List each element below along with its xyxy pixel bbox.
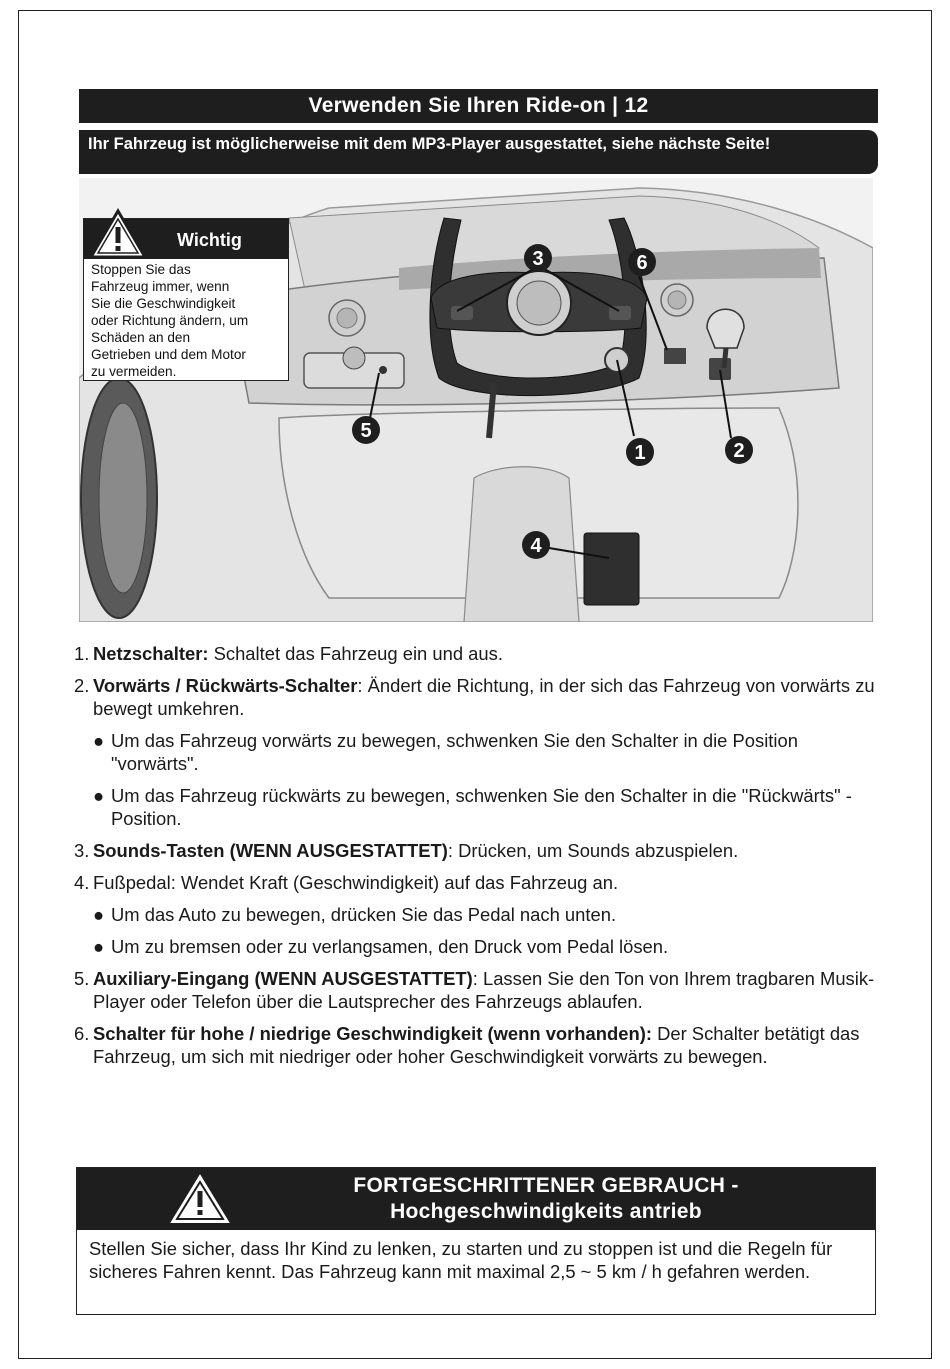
mp3-note-text: Ihr Fahrzeug ist möglicherweise mit dem MP3-Player ausgestattet, siehe nächste Seite! — [88, 135, 771, 153]
list-item — [74, 839, 884, 862]
warning-triangle-icon — [87, 207, 149, 266]
list-item — [74, 1022, 884, 1068]
important-notice — [83, 218, 289, 381]
important-line: Stoppen Sie das — [91, 262, 191, 277]
page-title — [79, 89, 878, 123]
item-text: Um das Auto zu bewegen, drücken Sie das Pedal nach unten. — [111, 904, 617, 925]
list-item — [74, 871, 884, 894]
warning-triangle-icon — [169, 1173, 231, 1230]
item-text: : Ändert die Richtung, in der sich das Fahrzeug von vorwärts zu bewegt umkehren. — [93, 675, 875, 719]
item-number: 2. — [74, 675, 90, 696]
warning-text: Stellen Sie sicher, dass Ihr Kind zu lenken, zu starten und zu stoppen ist und die Regeln für sicheres Fahren kennt. Das Fahrzeug kann mit maximal 2,5 ~ 5 km / h gefahren werden. — [89, 1238, 833, 1282]
warning-title — [237, 1173, 855, 1225]
important-line: Getrieben und dem Motor — [91, 347, 246, 362]
bullet-icon: ● — [93, 936, 105, 957]
item-text: Um zu bremsen oder zu verlangsamen, den Druck vom Pedal lösen. — [111, 936, 669, 957]
list-item — [74, 642, 884, 665]
callout-3: 3 — [532, 248, 544, 270]
item-number: 4. — [74, 872, 90, 893]
list-item — [74, 674, 884, 720]
list-subitem — [74, 784, 884, 830]
advanced-use-warning — [76, 1167, 876, 1315]
mp3-note-banner — [79, 130, 878, 174]
item-text: Schaltet das Fahrzeug ein und aus. — [208, 643, 503, 664]
item-number: 5. — [74, 968, 90, 989]
bullet-icon: ● — [93, 785, 105, 806]
warning-title-line: Hochgeschwindigkeits antrieb — [390, 1200, 702, 1223]
important-header — [84, 219, 288, 259]
item-text: Der Schalter betätigt das Fahrzeug, um sich mit niedriger oder hoher Geschwindigkeit vorwärts zu bewegen. — [93, 1023, 860, 1067]
bullet-icon: ● — [93, 904, 105, 925]
callout-5: 5 — [360, 420, 372, 442]
item-text: : Lassen Sie den Ton von Ihrem tragbaren Musik-Player oder Telefon über die Lautsprecher des Fahrzeugs ablaufen. — [93, 968, 875, 1012]
item-text: Um das Fahrzeug vorwärts zu bewegen, schwenken Sie den Schalter in die Position "vorwärts". — [111, 730, 798, 774]
list-subitem — [74, 903, 884, 926]
important-text — [84, 259, 288, 380]
item-term: Auxiliary-Eingang (WENN AUSGESTATTET) — [93, 968, 473, 989]
item-text: : Drücken, um Sounds abzuspielen. — [447, 840, 739, 861]
bullet-icon: ● — [93, 730, 105, 751]
important-line: oder Richtung ändern, um — [91, 313, 249, 328]
list-subitem — [74, 729, 884, 775]
item-number: 6. — [74, 1023, 90, 1044]
warning-header — [77, 1168, 875, 1230]
warning-title-line: FORTGESCHRITTENER GEBRAUCH - — [353, 1174, 739, 1197]
item-term: Netzschalter: — [93, 643, 209, 664]
item-text: Fußpedal: Wendet Kraft (Geschwindigkeit) auf das Fahrzeug an. — [93, 872, 619, 893]
important-line: zu vermeiden. — [91, 364, 177, 379]
list-item — [74, 967, 884, 1013]
item-term: Vorwärts / Rückwärts-Schalter — [93, 675, 358, 696]
item-term: Schalter für hohe / niedrige Geschwindigkeit (wenn vorhanden): — [93, 1023, 652, 1044]
callout-6: 6 — [636, 252, 648, 274]
callout-1: 1 — [634, 442, 646, 464]
callout-4: 4 — [530, 535, 542, 557]
item-number: 1. — [74, 643, 90, 664]
page-title-text: Verwenden Sie Ihren Ride-on | 12 — [308, 94, 649, 117]
control-descriptions — [74, 642, 884, 1077]
important-line: Sie die Geschwindigkeit — [91, 296, 236, 311]
callout-2: 2 — [733, 440, 745, 462]
important-label: Wichtig — [177, 230, 242, 250]
list-subitem — [74, 935, 884, 958]
item-number: 3. — [74, 840, 90, 861]
item-term: Sounds-Tasten (WENN AUSGESTATTET) — [93, 840, 448, 861]
important-line: Fahrzeug immer, wenn — [91, 279, 230, 294]
item-text: Um das Fahrzeug rückwärts zu bewegen, schwenken Sie den Schalter in die "Rückwärts" - Position. — [111, 785, 852, 829]
important-line: Schäden an den — [91, 330, 191, 345]
